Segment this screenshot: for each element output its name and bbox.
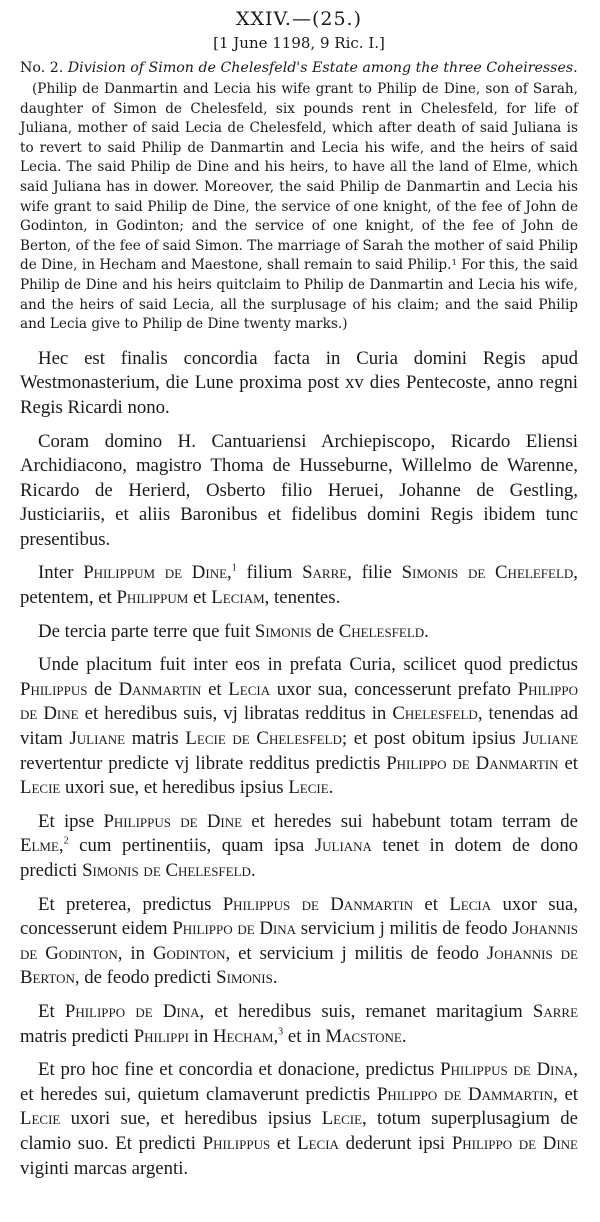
text-run: . <box>272 967 278 989</box>
charter-date: [1 June 1198, 9 Ric. I.] <box>213 34 385 52</box>
name-smallcaps: Lecia <box>297 1132 339 1154</box>
name-smallcaps: Philippo de Dine <box>451 1132 579 1154</box>
text-run: servicium j militis de feodo <box>296 918 513 940</box>
text-run: filium <box>236 562 303 584</box>
latin-paragraph-8 <box>20 1000 578 1049</box>
footnote-marker: 2 <box>63 836 69 848</box>
name-smallcaps: Juliane <box>69 728 126 750</box>
text-run: et <box>270 1132 298 1154</box>
text-run: Et <box>38 1000 65 1022</box>
name-smallcaps: Sarre <box>532 1000 579 1022</box>
document-caption <box>20 58 578 78</box>
name-smallcaps: Elme, <box>20 835 64 857</box>
name-smallcaps: Philippum <box>116 587 189 609</box>
name-smallcaps: Lecie <box>20 1108 61 1130</box>
name-smallcaps: Chelesfeld <box>338 620 425 642</box>
name-smallcaps: Philippus de Danmartin <box>222 893 414 915</box>
text-run: cum pertinentiis, quam ipsa <box>68 835 315 857</box>
name-smallcaps: Lecie <box>288 777 329 799</box>
name-smallcaps: Philippum de Dine, <box>83 562 232 584</box>
text-run: et heredibus suis, vj libratas redditus in <box>78 703 393 725</box>
name-smallcaps: Philippo de Dine <box>20 678 578 725</box>
text-run: , petentem, et <box>20 562 578 609</box>
text-run: , de feodo predicti <box>74 967 217 989</box>
text-run: Unde placitum fuit inter eos in prefata Curia, scilicet quod predictus <box>38 654 578 676</box>
name-smallcaps: Simonis <box>254 620 312 642</box>
text-run: . <box>401 1025 407 1047</box>
name-smallcaps: Lecia <box>449 893 492 915</box>
text-run: matris <box>125 728 186 750</box>
name-smallcaps: Philippo de Dina <box>172 918 297 940</box>
text-run: , et heredes sui, quietum clamaverunt predictis <box>20 1059 578 1105</box>
name-smallcaps: Hecham, <box>212 1025 279 1047</box>
footnote-marker: 3 <box>278 1026 284 1038</box>
name-smallcaps: Juliane <box>522 728 579 750</box>
text-run: , et heredibus suis, remanet maritagium <box>199 1000 533 1022</box>
text-run: , filie <box>347 562 402 584</box>
name-smallcaps: Lecie <box>20 777 61 799</box>
latin-paragraph-9 <box>20 1058 578 1181</box>
text-run: Et preterea, predictus <box>38 893 223 915</box>
text-run: . <box>424 620 429 642</box>
text-run: , et servicium j militis de feodo <box>225 942 487 964</box>
name-smallcaps: Simonis <box>216 967 273 989</box>
name-smallcaps: Sarre <box>302 562 348 584</box>
text-run: , et <box>553 1083 578 1105</box>
text-run: matris predicti <box>20 1025 134 1047</box>
english-summary: (Philip de Danmartin and Lecia his wife grant to Philip de Dine, son of Sarah, daughter of Simon de Chelesfeld, six pounds rent in Chelesfeld, for life of Juliana, mother of said Lecia de Chelesfeld, which after death of said Juliana is to revert to said Philip de Danmartin and Lecia his wife, and the heirs of said Lecia. The said Philip de Dine and his heirs, to have all the land of Elme, which said Juliana has in dower. Moreover, the said Philip de Danmartin and Lecia his wife grant to said Philip de Dine, the service of one knight, of the fee of John de Godinton, in Godinton; and the service of one knight, of the fee of John de Berton, of the fee of said Simon. The marriage of Sarah the mother of said Philip de Dine, in Hecham and Maestone, shall remain to said Philip.¹ For this, the said Philip de Dine and his heirs quitclaim to Philip de Danmartin and Lecia his wife, and the heirs of said Lecia, all the surplusage of his claim; and the said Philip and Lecia give to Philip de Dine twenty marks.) <box>20 81 578 333</box>
text-run: et in <box>283 1025 326 1047</box>
text-run: dederunt ipsi <box>338 1132 452 1154</box>
text-run: et <box>558 752 578 774</box>
latin-paragraph-4 <box>20 620 578 645</box>
text-run: Inter <box>38 562 84 584</box>
name-smallcaps: Chelesfeld <box>392 703 478 725</box>
text-run: Et ipse <box>38 810 104 832</box>
name-smallcaps: Philippus de Dine <box>103 810 243 832</box>
name-smallcaps: Lecia <box>228 678 271 700</box>
text-run: , tenentes. <box>264 587 341 609</box>
text-run: . <box>328 777 334 799</box>
document-number: No. 2. <box>20 60 64 76</box>
name-smallcaps: Johannis de Berton <box>20 942 578 989</box>
text-run: , in <box>117 942 153 964</box>
text-run: ; et post obitum ipsius <box>341 728 523 750</box>
footnote-marker: 1 <box>231 563 237 575</box>
text-run: de <box>311 620 339 642</box>
document-title: Division of Simon de Chelesfeld's Estate among the three Coheiresses. <box>67 60 578 76</box>
name-smallcaps: Macstone <box>325 1025 402 1047</box>
name-smallcaps: Lecie de Chelesfeld <box>185 728 342 750</box>
latin-paragraph-6 <box>20 810 578 884</box>
text-run: uxor sua, concesserunt prefato <box>270 678 518 700</box>
name-smallcaps: Philippus <box>20 678 88 700</box>
text-run: , tenendas ad vitam <box>20 703 579 750</box>
text-run: viginti marcas argenti. <box>20 1157 189 1179</box>
latin-paragraph-5 <box>20 653 578 801</box>
name-smallcaps: Lecie <box>321 1108 363 1130</box>
text-run: revertentur predicte vj librate redditus predictis <box>20 752 387 774</box>
text-run: de <box>87 678 119 700</box>
text-run: De tercia parte terre que fuit <box>38 620 255 642</box>
text-run: . <box>250 860 256 881</box>
name-smallcaps: Philippus de Dina <box>440 1059 574 1081</box>
text-run: uxor sua, concesserunt eidem <box>20 893 578 940</box>
name-smallcaps: Simonis de Chelesfeld <box>82 860 251 881</box>
name-smallcaps: Philippo de Dina <box>64 1000 200 1022</box>
charter-heading: XXIV.—(25.) <box>235 8 363 30</box>
name-smallcaps: Philippo de Danmartin <box>386 752 559 774</box>
text-run: et <box>188 587 212 609</box>
text-run: Et pro hoc fine et concordia et donacione, predictus <box>38 1059 441 1081</box>
text-run: et <box>413 893 450 915</box>
name-smallcaps: Juliana <box>314 835 372 857</box>
name-smallcaps: Johannis de Godinton <box>20 918 579 964</box>
name-smallcaps: Godinton <box>152 942 226 964</box>
latin-paragraph-2: Coram domino H. Cantuariensi Archiepiscopo, Ricardo Eliensi Archidiacono, magistro Thoma de Husseburne, Willelmo de Warenne, Ricardo de Herierd, Osberto filio Heruei, Johanne de Gestling, Justiciariis, et aliis Baronibus et fidelibus domini Regis ibidem tunc presentibus. <box>20 430 578 550</box>
latin-paragraph-1: Hec est finalis concordia facta in Curia domini Regis apud Westmonasterium, die Lune proxima post xv dies Pentecoste, anno regni Regis Ricardi nono. <box>20 347 578 418</box>
latin-paragraph-7 <box>20 893 578 991</box>
name-smallcaps: Danmartin <box>118 678 202 700</box>
latin-paragraph-3 <box>20 561 578 610</box>
text-run: et heredes sui habebunt totam terram de <box>242 810 579 832</box>
text-run: tenet in dotem de dono predicti <box>20 835 578 881</box>
text-run: uxori sue, et heredibus ipsius <box>60 1108 322 1130</box>
name-smallcaps: Philippus <box>202 1132 271 1154</box>
text-run: uxori sue, et heredibus ipsius <box>60 777 289 799</box>
name-smallcaps: Simonis de Chelefeld <box>401 562 574 584</box>
text-run: in <box>188 1025 213 1047</box>
text-run: et <box>201 678 229 700</box>
name-smallcaps: Philippi <box>133 1025 189 1047</box>
name-smallcaps: Philippo de Dammartin <box>376 1083 554 1105</box>
name-smallcaps: Leciam <box>211 587 265 609</box>
text-run: , totum superplusagium de clamio suo. Et predicti <box>20 1108 578 1154</box>
